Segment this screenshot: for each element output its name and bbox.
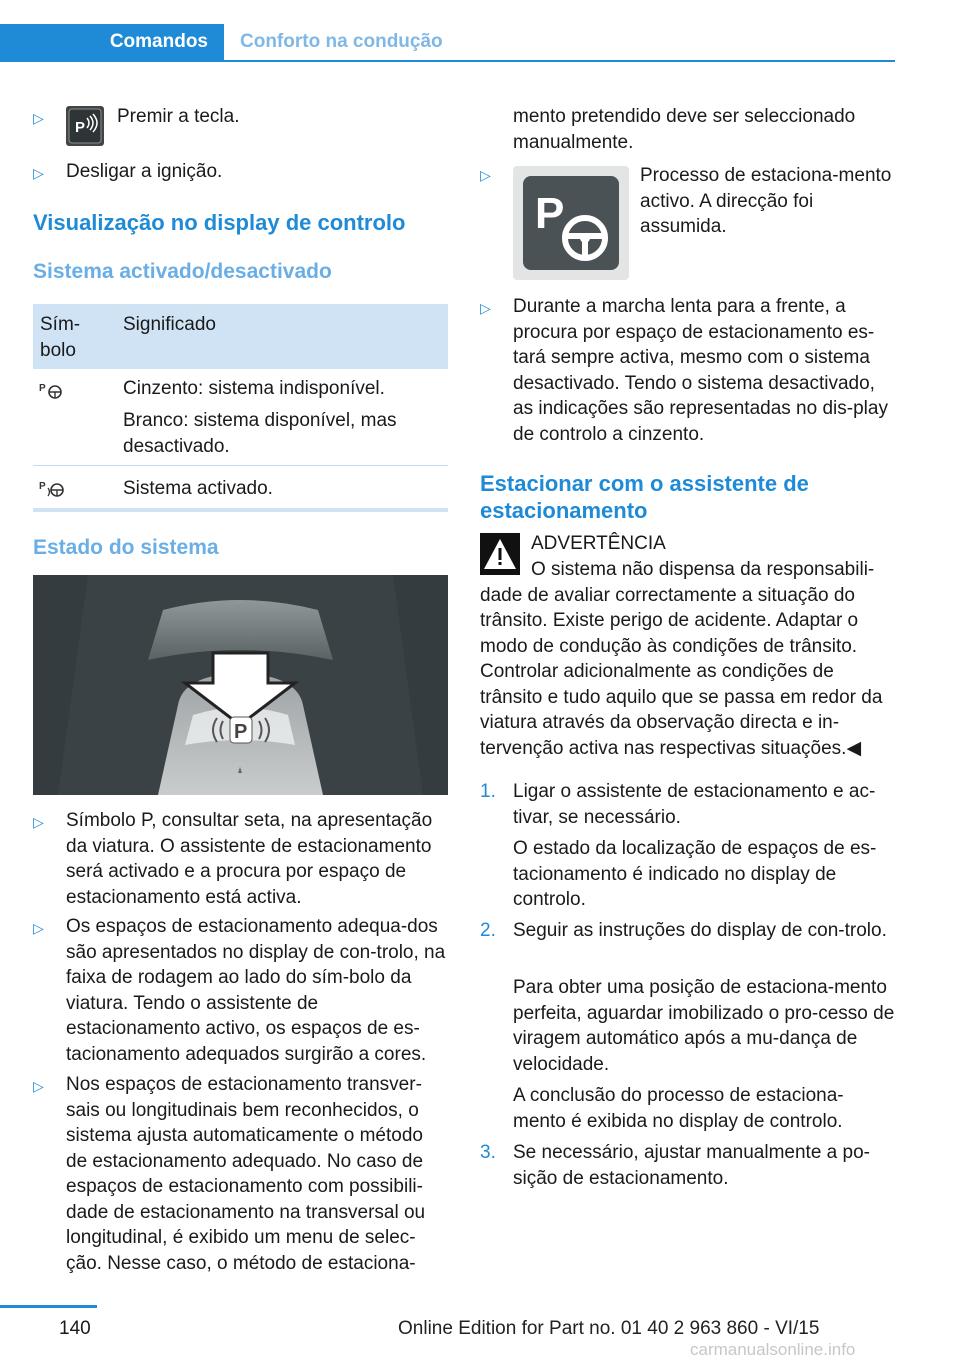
step-2-sub-1: Para obter uma posição de estaciona-mento perfeita, aguardar imobilizado o pro-cesso de viragem automático após a mu-dança de velocidade. <box>513 977 895 1075</box>
heading-system: Sistema activado/desactivado <box>33 260 332 283</box>
warning-text: O sistema não dispensa da responsabili-dade de avaliar correctamente a situação do trânsito. Existe perigo de acidente. Adaptar o modo de condução às condições de trânsito. Controlar adicionalmente as condições de trânsito e tudo aquilo que se passa em redor da viatura através da observação directa e in-tervenção activa nas respectivas situações.◀ <box>480 559 883 759</box>
step-number: 2. <box>480 920 496 941</box>
footer-edition: Online Edition for Part no. 01 40 2 963 860 - VI/15 <box>398 1318 820 1339</box>
step-ignition-off: Desligar a ignição. <box>66 161 223 182</box>
system-state-image <box>33 575 448 795</box>
bullet-triangle-icon: ▷ <box>33 110 44 126</box>
heading-state: Estado do sistema <box>33 536 219 559</box>
table-row2: Sistema activado. <box>123 478 273 499</box>
step-1-sub: O estado da localização de espaços de es-tacionamento é indicado no display de controlo. <box>513 838 877 910</box>
tab-comandos[interactable]: Comandos <box>0 24 224 60</box>
heading-park-assist: Estacionar com o assistente de estacionamento <box>480 471 809 523</box>
step-1-text: Ligar o assistente de estacionamento e ac-tivar, se necessário. <box>513 781 876 828</box>
bullet-spaces-shown: Os espaços de estacionamento adequa-dos são apresentados no display de con-trolo, na faixa de rodagem ao lado do sím-bolo da viatura. Tendo o assistente de estacionamento activo, os espaços de es-tacionamento adequados surgirão a cores. <box>66 916 446 1065</box>
header-divider <box>0 60 895 62</box>
footer-divider <box>0 1305 97 1308</box>
photo-p-symbol: P <box>234 721 248 743</box>
tab-conforto[interactable]: Conforto na condução <box>240 31 443 52</box>
svg-text:P: P <box>39 383 46 394</box>
step-number: 1. <box>480 781 496 802</box>
bullet-triangle-icon: ▷ <box>33 1078 44 1094</box>
bullet-triangle-icon: ▷ <box>480 300 491 316</box>
steering-p-icon-grey <box>39 380 65 405</box>
parking-active-icon <box>513 166 629 280</box>
table-header <box>33 304 448 369</box>
bullet-symbol-p: Símbolo P, consultar seta, na apresentação da viatura. O assistente de estacionamento será activado e a procura por espaço de estacionamento está activa. <box>66 810 433 908</box>
bullet-method: Nos espaços de estacionamento transver-sais ou longitudinais bem reconhecidos, o sistema ajusta automaticamente o método de estacionamento adequado. No caso de espaços de estacionamento com possibili-dade de estacionamento na transversal ou longitudinal, é exibido um menu de selec-ção. Nesse caso, o método de estaciona- <box>66 1074 426 1274</box>
bullet-triangle-icon: ▷ <box>33 165 44 181</box>
step-2-sub-2: A conclusão do processo de estaciona-mento é exibida no display de controlo. <box>513 1085 844 1132</box>
step-press-key: Premir a tecla. <box>117 106 240 127</box>
step-2-text: Seguir as instruções do display de con-trolo. <box>513 920 887 941</box>
warning-title: ADVERTÊNCIA <box>531 533 666 554</box>
step-3-text: Se necessário, ajustar manualmente a po-sição de estacionamento. <box>513 1142 870 1189</box>
header-tabs <box>0 24 895 62</box>
bullet-triangle-icon: ▷ <box>33 920 44 936</box>
bullet-parking-active: Processo de estaciona-mento activo. A direcção foi assumida. <box>640 165 892 237</box>
bullet-slow-search: Durante a marcha lenta para a frente, a procura por espaço de estacionamento es-tará sempre activa, mesmo com o sistema desactivado. Tendo o sistema desactivado, as indicações são representadas no dis-play de controlo a cinzento. <box>513 296 888 445</box>
svg-text:P: P <box>75 119 86 136</box>
park-assist-button-icon <box>66 106 104 146</box>
watermark: carmanualsonline.info <box>690 1340 856 1359</box>
table-col-meaning: Significado <box>123 314 216 335</box>
steering-p-icon-active <box>39 478 67 503</box>
bullet-triangle-icon: ▷ <box>480 167 491 183</box>
table-divider <box>33 465 448 466</box>
right-continuation: mento pretendido deve ser seleccionado manualmente. <box>513 106 856 153</box>
page-number: 140 <box>59 1318 91 1339</box>
table-row1-grey: Cinzento: sistema indisponível. <box>123 378 385 399</box>
table-col-symbol: Sím- bolo <box>40 314 81 361</box>
table-row1-white: Branco: sistema disponível, mas desactivado. <box>123 410 397 457</box>
svg-text:P: P <box>535 189 565 238</box>
svg-text:P: P <box>39 481 46 492</box>
heading-display: Visualização no display de controlo <box>33 210 406 235</box>
table-end <box>33 508 448 512</box>
bullet-triangle-icon: ▷ <box>33 814 44 830</box>
step-number: 3. <box>480 1142 496 1163</box>
